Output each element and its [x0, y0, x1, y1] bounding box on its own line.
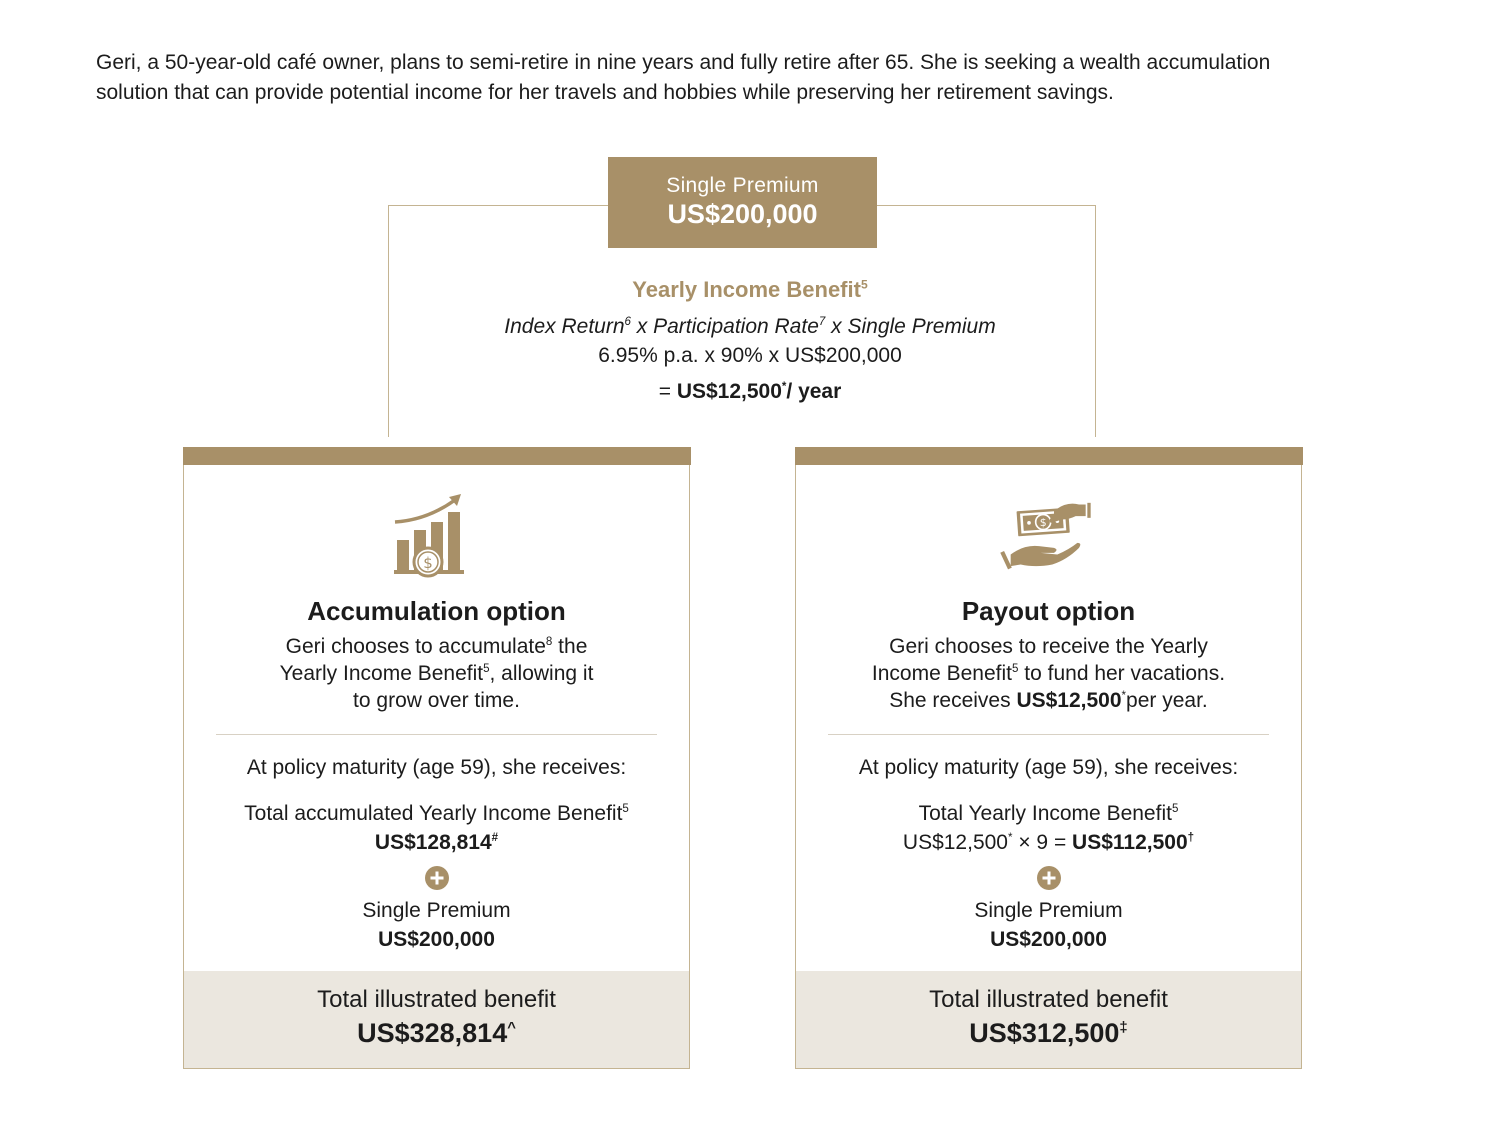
payout-description: Geri chooses to receive the Yearly Income Benefit$^5$ to fund her vacations. She receives US$12,500*per year.	[871, 635, 1226, 712]
formula-values: 6.95% p.a. x 90% x US$200,000	[598, 344, 902, 367]
accumulated-benefit-value: US$128,814#	[374, 831, 499, 854]
yearly-benefit-calculation: US$12,500* × 9 = US$112,500†	[902, 831, 1195, 854]
formula-title: Yearly Income Benefit$^5$	[632, 277, 868, 302]
maturity-text: At policy maturity (age 59), she receives:	[246, 756, 627, 779]
total-benefit-label: Total illustrated benefit	[929, 986, 1168, 1013]
total-benefit-value: US$312,500‡	[969, 1018, 1128, 1048]
total-benefit-panel	[184, 971, 689, 1068]
formula-expression: Index Return$^6$ x Participation Rate$^7$ x Single Premium	[504, 315, 996, 338]
payout-title: Payout option	[961, 596, 1136, 626]
card-divider	[216, 734, 657, 735]
premium-amount: US$200,000	[667, 199, 818, 229]
formula-result: = US$12,500*/ year	[658, 380, 842, 403]
hand-receiving-money-icon	[999, 492, 1099, 582]
svg-text:$: $	[422, 554, 433, 572]
intro-text	[96, 48, 1416, 108]
total-benefit-value: US$328,814^	[357, 1018, 516, 1048]
accumulation-option-card	[183, 447, 690, 1069]
plus-icon	[1037, 866, 1061, 890]
total-benefit-label: Total illustrated benefit	[317, 986, 556, 1013]
svg-text:$: $	[1039, 516, 1047, 530]
card-divider	[828, 734, 1269, 735]
accumulation-description: Geri chooses to accumulate$^8$ the Yearly Income Benefit$^5$, allowing it to grow over time.	[279, 635, 594, 712]
plus-icon	[425, 866, 449, 890]
bar-chart-dollar-icon	[387, 492, 487, 582]
card-top-bar	[183, 447, 691, 465]
total-benefit-panel	[796, 971, 1301, 1068]
accumulated-benefit-label: Total accumulated Yearly Income Benefit$^5$	[244, 802, 629, 825]
single-premium-label: Single Premium	[362, 899, 511, 922]
single-premium-box	[608, 157, 877, 248]
yearly-benefit-label: Total Yearly Income Benefit$^5$	[918, 802, 1179, 825]
single-premium-label: Single Premium	[974, 899, 1123, 922]
intro-line-2: solution that can provide potential income for her travels and hobbies while preserving her retirement savings.	[96, 81, 1114, 104]
single-premium-value: US$200,000	[990, 928, 1107, 951]
accumulation-title: Accumulation option	[307, 596, 566, 626]
intro-line-1: Geri, a 50-year-old café owner, plans to semi-retire in nine years and fully retire after 65. She is seeking a wealth accumulation	[96, 51, 1271, 74]
payout-option-card	[795, 447, 1302, 1069]
single-premium-value: US$200,000	[378, 928, 495, 951]
maturity-text: At policy maturity (age 59), she receives:	[858, 756, 1239, 779]
premium-label: Single Premium	[666, 174, 819, 197]
card-top-bar	[795, 447, 1303, 465]
